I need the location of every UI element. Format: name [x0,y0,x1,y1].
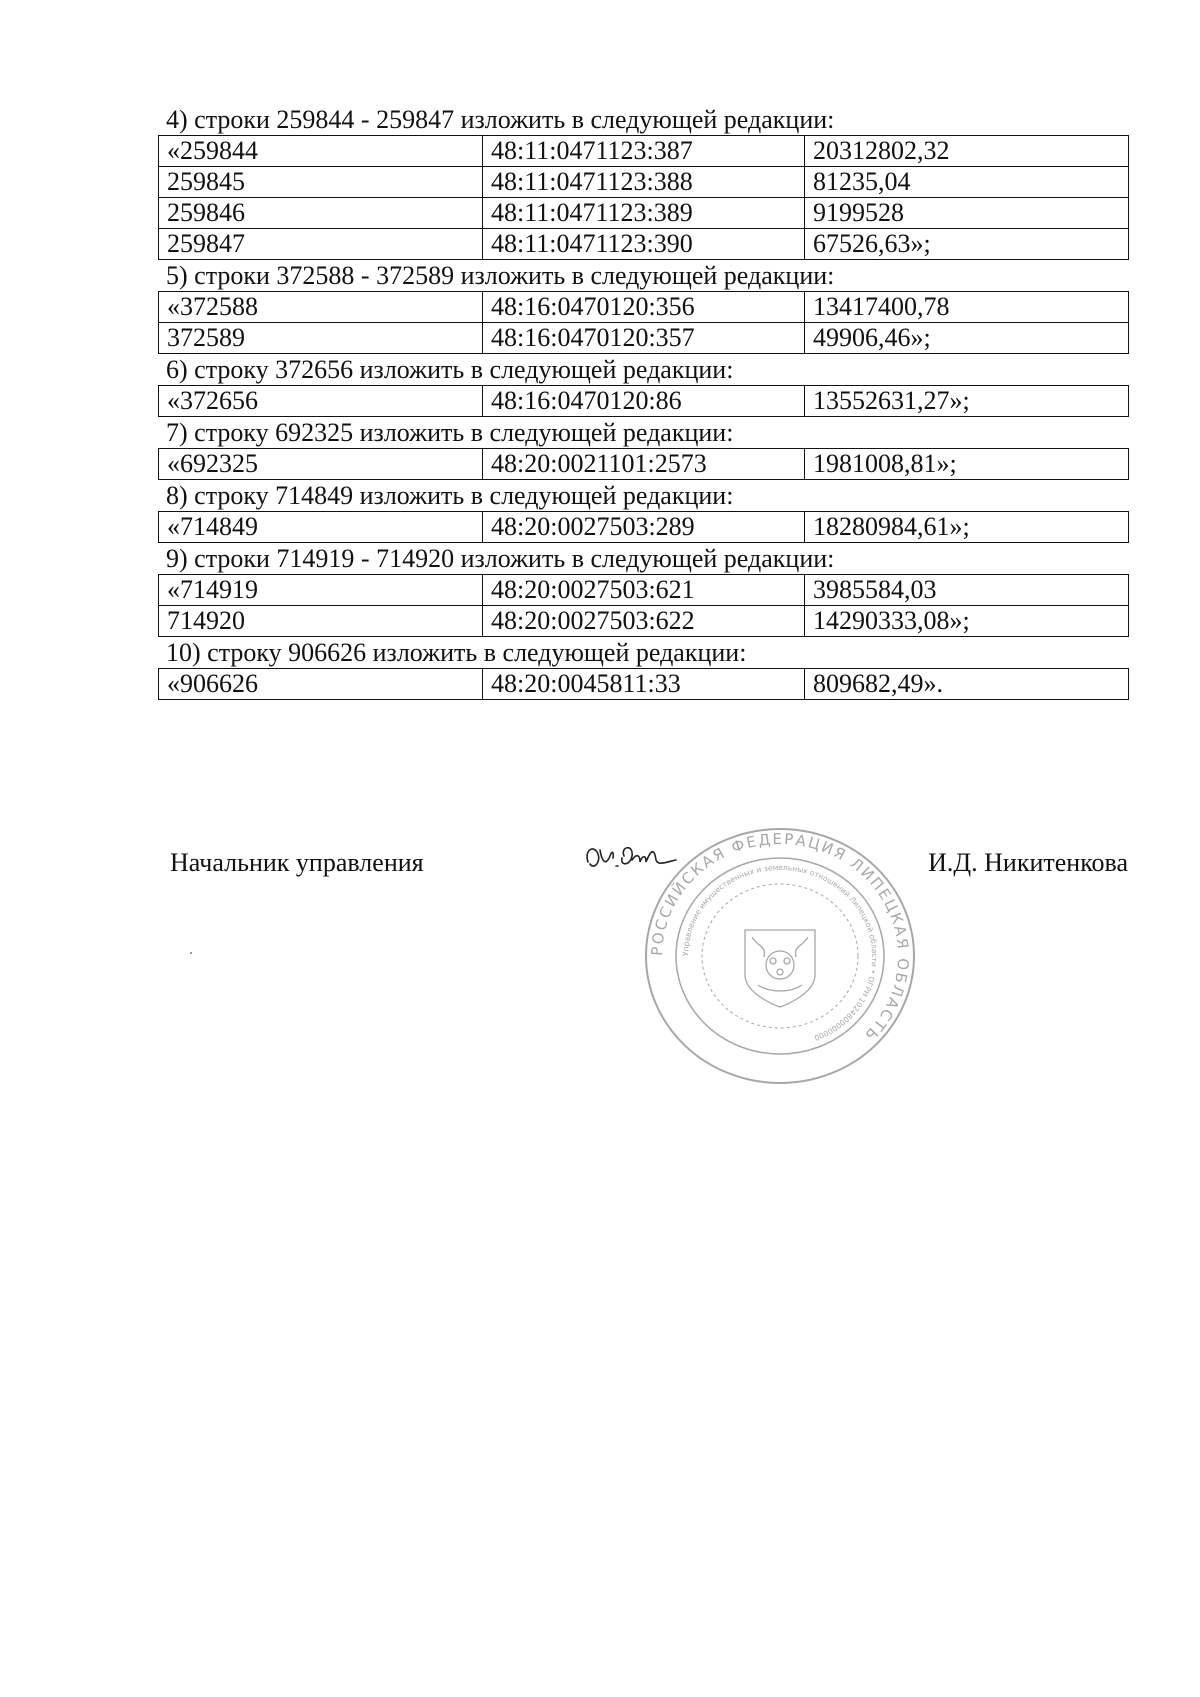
scan-speck [190,952,192,954]
section-caption: 6) строку 372656 изложить в следующей редакции: [166,355,734,384]
row-number-cell: «372588 [159,292,483,323]
amendment-table [158,291,1129,354]
cadastral-number-cell: 48:20:0021101:2573 [483,449,805,480]
row-number-cell: 714920 [159,606,483,637]
cadastral-number-cell: 48:11:0471123:387 [483,136,805,167]
row-number-cell: «259844 [159,136,483,167]
row-number-cell: «906626 [159,669,483,700]
section-caption: 8) строку 714849 изложить в следующей редакции: [166,481,734,510]
cadastral-value-cell: 3985584,03 [805,575,1129,606]
cadastral-value-cell: 809682,49». [805,669,1129,700]
table-row [159,229,1129,260]
cadastral-value-cell: 49906,46»; [805,323,1129,354]
cadastral-number-cell: 48:11:0471123:390 [483,229,805,260]
table-row [159,386,1129,417]
coat-of-arms-icon [745,930,815,1007]
stamp-inner-text: Управление имущественных и земельных отношений Липецкой области • ОГРН 1024800000000 [680,862,880,1043]
cadastral-value-cell: 1981008,81»; [805,449,1129,480]
cadastral-number-cell: 48:16:0470120:356 [483,292,805,323]
official-stamp [640,825,920,1087]
section-caption: 10) строку 906626 изложить в следующей редакции: [166,638,747,667]
cadastral-value-cell: 20312802,32 [805,136,1129,167]
section-caption: 5) строки 372588 - 372589 изложить в следующей редакции: [166,261,835,290]
amendment-table [158,385,1129,417]
cadastral-number-cell: 48:20:0027503:622 [483,606,805,637]
cadastral-value-cell: 14290333,08»; [805,606,1129,637]
row-number-cell: «714919 [159,575,483,606]
cadastral-number-cell: 48:20:0027503:289 [483,512,805,543]
cadastral-number-cell: 48:20:0045811:33 [483,669,805,700]
cadastral-value-cell: 67526,63»; [805,229,1129,260]
cadastral-number-cell: 48:16:0470120:357 [483,323,805,354]
row-number-cell: 372589 [159,323,483,354]
row-number-cell: «692325 [159,449,483,480]
table-row [159,323,1129,354]
row-number-cell: 259847 [159,229,483,260]
table-row [159,669,1129,700]
amendment-table [158,574,1129,637]
section-caption: 7) строку 692325 изложить в следующей редакции: [166,418,734,447]
section-caption: 9) строки 714919 - 714920 изложить в следующей редакции: [166,544,835,573]
section-caption: 4) строки 259844 - 259847 изложить в следующей редакции: [166,105,835,134]
row-number-cell: 259846 [159,198,483,229]
cadastral-value-cell: 9199528 [805,198,1129,229]
table-row [159,449,1129,480]
svg-text:Управление имущественных и зем [681,863,879,1043]
table-row [159,575,1129,606]
table-row [159,292,1129,323]
table-row [159,167,1129,198]
amendment-list [158,104,1128,700]
cadastral-number-cell: 48:16:0470120:86 [483,386,805,417]
amendment-table [158,668,1129,700]
cadastral-number-cell: 48:11:0471123:388 [483,167,805,198]
amendment-table [158,448,1129,480]
cadastral-number-cell: 48:11:0471123:389 [483,198,805,229]
table-row [159,198,1129,229]
cadastral-value-cell: 13417400,78 [805,292,1129,323]
row-number-cell: «714849 [159,512,483,543]
cadastral-value-cell: 18280984,61»; [805,512,1129,543]
row-number-cell: «372656 [159,386,483,417]
table-row [159,606,1129,637]
cadastral-value-cell: 13552631,27»; [805,386,1129,417]
table-row [159,136,1129,167]
signer-title: Начальник управления [170,848,424,877]
cadastral-number-cell: 48:20:0027503:621 [483,575,805,606]
amendment-table [158,135,1129,260]
table-row [159,512,1129,543]
row-number-cell: 259845 [159,167,483,198]
amendment-table [158,511,1129,543]
cadastral-value-cell: 81235,04 [805,167,1129,198]
signer-name: И.Д. Никитенкова [928,848,1128,877]
stamp-outer-text: РОССИЙСКАЯ ФЕДЕРАЦИЯ ЛИПЕЦКАЯ ОБЛАСТЬ [647,829,913,1046]
